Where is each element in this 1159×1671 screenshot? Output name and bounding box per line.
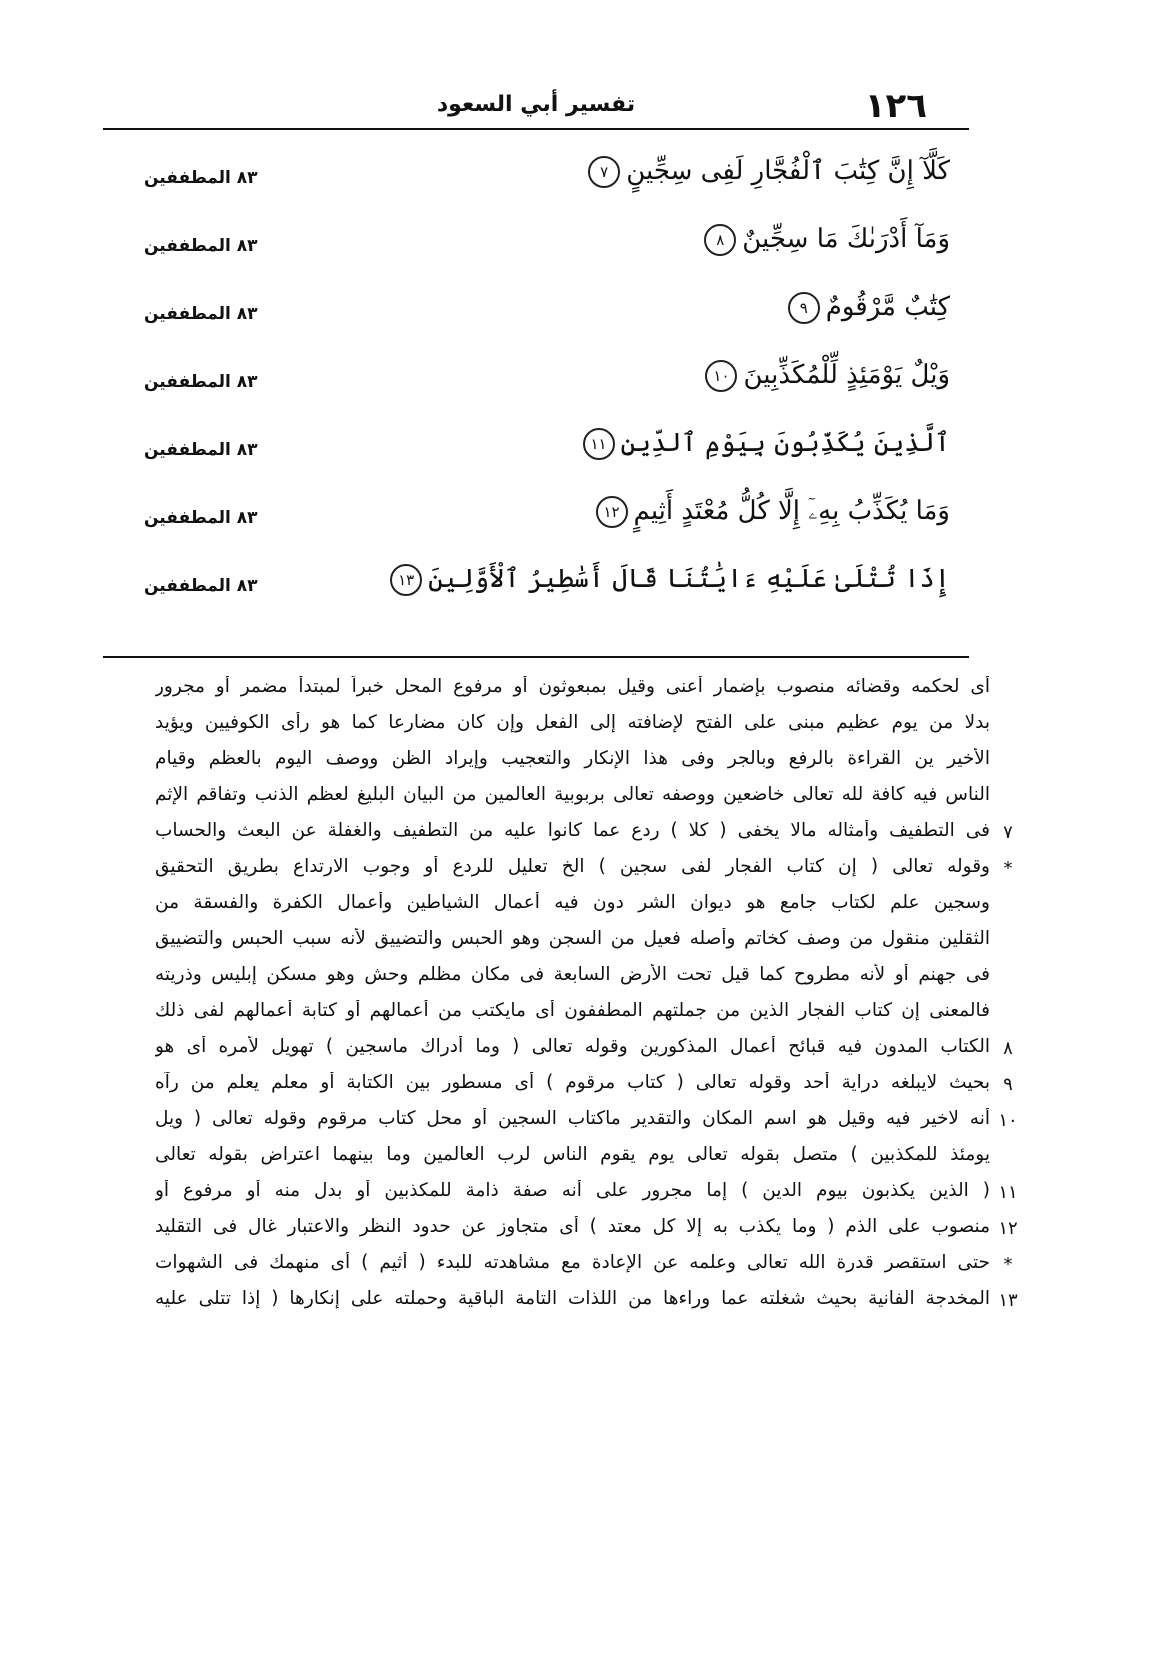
verse-reference: ٨٣ المطففين [144, 168, 258, 188]
commentary-line [110, 708, 1020, 744]
verse-reference: ٨٣ المطففين [144, 304, 258, 324]
verse-text [588, 156, 950, 188]
verse-row [130, 216, 950, 284]
verse-reference: ٨٣ المطففين [144, 372, 258, 392]
commentary-line [110, 1248, 1020, 1284]
commentary-text: فى التطفيف وأمثاله مالا يخفى ( كلا ) ردع عما كانوا عليه من التطفيف والغفلة عن البعث والحساب [155, 820, 990, 841]
verse-number-badge: ١٠ [705, 360, 737, 392]
commentary-line [110, 888, 1020, 924]
commentary-text: الكتاب المدون فيه قبائح أعمال المذكورين وقوله تعالى ( وما أدراك ماسجين ) تهويل لأمره أى هو [155, 1036, 990, 1057]
line-marker: ١١ [998, 1182, 1018, 1203]
commentary-text: فى جهنم أو لأنه مطروح كما قيل تحت الأرض السابعة فى مكان مظلم وحش وهو مسكن إبليس وذريته [155, 964, 990, 985]
verse-text [390, 564, 950, 596]
commentary-text: وسجين علم لكتاب جامع هو ديوان الشر دون فيه أعمال الشياطين وأعمال الكفرة والفسقة من [155, 892, 990, 913]
commentary-text: يومئذ للمكذبين ) متصل بقوله تعالى يوم يقوم الناس لرب العالمين وما بينهما اعتراض بقوله تعالى [155, 1144, 990, 1165]
verse-row [130, 488, 950, 556]
commentary-text: الثقلين منقول من وصف كخاتم وأصله فعيل من السجن وهو الحبس والتضييق لأنه سبب الحبس والتضييق [155, 928, 990, 949]
verse-reference: ٨٣ المطففين [144, 576, 258, 596]
commentary-line [110, 780, 1020, 816]
verse-text [596, 496, 950, 528]
commentary-block [110, 672, 1020, 1320]
commentary-line [110, 1284, 1020, 1320]
verse-row [130, 352, 950, 420]
verse-number-badge: ١١ [583, 428, 615, 460]
verse-block [130, 148, 950, 624]
commentary-text: ( الذين يكذبون بيوم الدين ) إما مجرور على أنه صفة ذامة للمكذبين أو بدل منه أو مرفوع أو [155, 1180, 990, 1201]
verse-arabic: وَمَا يُكَذِّبُ بِهِۦٓ إِلَّا كُلُّ مُعْتَدٍ أَثِيمٍ [633, 496, 950, 526]
line-marker: ٨ [1003, 1038, 1013, 1059]
verse-reference: ٨٣ المطففين [144, 508, 258, 528]
commentary-text: المخدجة الفانية بحيث شغلته عما وراءها من اللذات التامة الباقية وحملته على إنكارها ( إذا تتلى عليه [155, 1288, 990, 1309]
verse-text [705, 360, 950, 392]
verse-arabic: وَيْلٌ يَوْمَئِذٍ لِّلْمُكَذِّبِينَ [743, 360, 950, 390]
commentary-text: وقوله تعالى ( إن كتاب الفجار لفى سجين ) الخ تعليل للردع أو وجوب الارتداع بطريق التحقيق [155, 856, 990, 877]
verse-reference: ٨٣ المطففين [144, 236, 258, 256]
commentary-line [110, 816, 1020, 852]
line-marker: ١٣ [998, 1290, 1018, 1311]
commentary-line [110, 1176, 1020, 1212]
commentary-line [110, 852, 1020, 888]
verse-text [583, 428, 950, 460]
verse-reference: ٨٣ المطففين [144, 440, 258, 460]
commentary-text: بحيث لايبلغه دراية أحد وقوله تعالى ( كتاب مرقوم ) أى مسطور بين الكتابة أو معلم يعلم من رآه [155, 1072, 990, 1093]
commentary-line [110, 1032, 1020, 1068]
verse-number-badge: ٩ [788, 292, 820, 324]
commentary-line [110, 672, 1020, 708]
verse-arabic: إِذَا تُتْلَىٰ عَلَيْهِ ءَايَٰتُنَا قَالَ أَسَٰطِيرُ ٱلْأَوَّلِينَ [428, 564, 950, 594]
line-marker: * [1003, 1254, 1013, 1275]
commentary-line [110, 1212, 1020, 1248]
line-marker: ١٠ [998, 1110, 1018, 1131]
verse-row [130, 420, 950, 488]
verse-number-badge: ٧ [588, 156, 620, 188]
commentary-text: الأخير ين القراءة بالرفع وبالجر وفى هذا الإنكار والتعجيب وإيراد الظن ووصف اليوم بالعظم وقيام [155, 748, 990, 769]
verse-arabic: كِتَٰبٌ مَّرْقُومٌ [825, 292, 950, 322]
verse-row [130, 148, 950, 216]
verse-number-badge: ٨ [704, 224, 736, 256]
verse-number-badge: ١٢ [596, 496, 628, 528]
commentary-text: بدلا من يوم عظيم مبنى على الفتح لإضافته إلى الفعل وإن كان مضارعا كما هو رأى الكوفيين ويؤيد [155, 712, 990, 733]
verse-text [704, 224, 950, 256]
commentary-text: أى لحكمه وقضائه منصوب بإضمار أعنى وقيل بمبعوثون أو مرفوع المحل خبراً لمبتدأ مضمر أو مجرور [155, 676, 990, 697]
commentary-line [110, 1068, 1020, 1104]
verse-arabic: كَلَّآ إِنَّ كِتَٰبَ ٱلْفُجَّارِ لَفِى سِجِّينٍ [626, 156, 950, 186]
line-marker: ١٢ [998, 1218, 1018, 1239]
verse-arabic: ٱلَّذِينَ يُكَذِّبُونَ بِيَوْمِ ٱلدِّينِ [620, 428, 950, 458]
line-marker: ٧ [1003, 822, 1013, 843]
commentary-text: فالمعنى إن كتاب الفجار الذين من جملتهم المطففون أى مايكتب من أعمالهم أو كتابة أعمالهم لفى ذلك [155, 1000, 990, 1021]
commentary-line [110, 1104, 1020, 1140]
commentary-text: حتى استقصر قدرة الله تعالى وعلمه عن الإعادة مع مشاهدته للبدء ( أثيم ) أى منهمك فى الشهوات [155, 1252, 990, 1273]
verse-row [130, 556, 950, 624]
verse-text [788, 292, 950, 324]
commentary-line [110, 960, 1020, 996]
line-marker: * [1003, 858, 1013, 879]
commentary-text: أنه لاخير فيه وقيل هو اسم المكان والتقدير ماكتاب السجين أو محل كتاب مرقوم وقوله تعالى ( ويل [155, 1108, 990, 1129]
commentary-line [110, 1140, 1020, 1176]
section-rule [103, 656, 969, 658]
page-number: ١٢٦ [864, 86, 927, 126]
verse-number-badge: ١٣ [390, 564, 422, 596]
running-title: تفسير أبي السعود [436, 92, 636, 117]
commentary-line [110, 996, 1020, 1032]
header-rule [103, 128, 969, 130]
verse-arabic: وَمَآ أَدْرَىٰكَ مَا سِجِّينٌ [742, 224, 950, 254]
line-marker: ٩ [1003, 1074, 1013, 1095]
commentary-text: منصوب على الذم ( وما يكذب به إلا كل معتد ) أى متجاوز عن حدود النظر والاعتبار غال فى التقليد [155, 1216, 990, 1237]
commentary-line [110, 924, 1020, 960]
verse-row [130, 284, 950, 352]
commentary-line [110, 744, 1020, 780]
commentary-text: الناس فيه كافة لله تعالى خاضعين ووصفه تعالى بربوبية العالمين من البيان البليغ لعظم الذنب وتفاقم الإثم [155, 784, 990, 805]
page-header [105, 86, 967, 130]
